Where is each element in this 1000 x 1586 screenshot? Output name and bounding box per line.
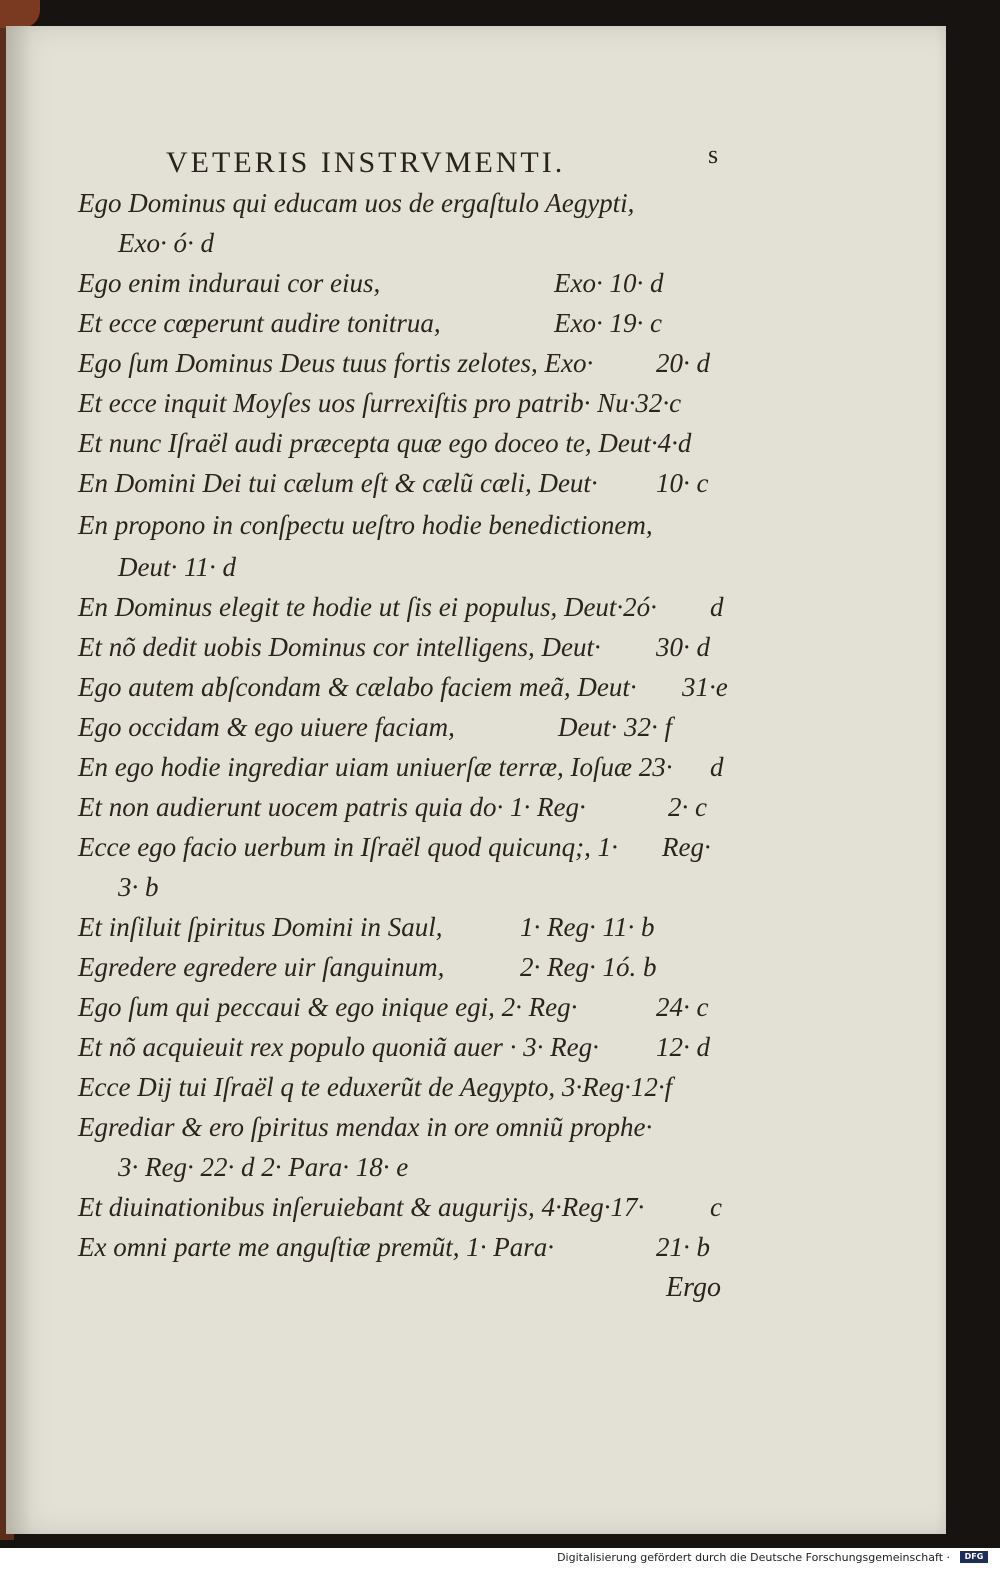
entry-line: En Dominus elegit te hodie ut ſis ei populus, Deut·2ó· d <box>78 592 724 622</box>
entry-line: 3· Reg· 22· d 2· Para· 18· e <box>118 1152 409 1182</box>
entry-line: Ecce Dij tui Iſraël q te eduxerũt de Aegypto, 3·Reg·12·f <box>78 1072 673 1102</box>
entry-line: Egredere egredere uir ſanguinum, 2· Reg· 1ó. b <box>78 952 657 982</box>
entry-line: Deut· 11· d <box>118 552 236 582</box>
entry-line: 3· b <box>118 872 159 902</box>
entry-line: Egrediar & ero ſpiritus mendax in ore omniũ prophe· <box>78 1112 653 1142</box>
entry-reference: Exo· 19· c <box>554 308 662 338</box>
entry-line: Et nunc Iſraël audi præcepta quæ ego doceo te, Deut·4·d <box>78 428 692 458</box>
catchword: Ergo <box>666 1272 721 1303</box>
entry-reference: 10· c <box>656 468 709 498</box>
book-page <box>6 26 946 1534</box>
entry-reference: 20· d <box>656 348 710 378</box>
entry-line: Ex omni parte me anguſtiæ premũt, 1· Para· 21· b <box>78 1232 710 1262</box>
entry-reference: d <box>710 592 724 622</box>
running-head: VETERIS INSTRVMENTI. <box>166 146 566 179</box>
entry-reference: 31·e <box>682 672 728 702</box>
entry-line: Et ecce inquit Moyſes uos ſurrexiſtis pro patrib· Nu·32·c <box>78 388 682 418</box>
entry-reference: Deut· 32· f <box>558 712 672 742</box>
entry-line: Ego occidam & ego uiuere faciam, Deut· 32· f <box>78 712 672 742</box>
entry-reference: 2· Reg· 1ó. b <box>520 952 657 982</box>
page-number: s <box>708 140 719 169</box>
entry-reference: 30· d <box>656 632 710 662</box>
entry-reference: 2· c <box>668 792 707 822</box>
dfg-logo: DFG <box>960 1551 988 1563</box>
entry-line: Ecce ego facio uerbum in Iſraël quod quicunq;, 1· Reg· <box>78 832 711 862</box>
entry-line: Et nõ dedit uobis Dominus cor intelligens, Deut· 30· d <box>78 632 710 662</box>
entry-line: Et non audierunt uocem patris quia do· 1· Reg· 2· c <box>78 792 707 822</box>
entry-line: Ego enim induraui cor eius, Exo· 10· d <box>78 268 664 298</box>
entry-line: Exo· ó· d <box>118 228 214 258</box>
entry-reference: Reg· <box>662 832 711 862</box>
entry-reference: 21· b <box>656 1232 710 1262</box>
entry-reference: d <box>710 752 724 782</box>
entry-line: Ego ſum qui peccaui & ego inique egi, 2· Reg· 24· c <box>78 992 709 1022</box>
index-entries <box>6 26 946 1534</box>
entry-line: En Domini Dei tui cælum eſt & cælũ cæli, Deut· 10· c <box>78 468 709 498</box>
entry-reference: 24· c <box>656 992 709 1022</box>
entry-line: Ego ſum Dominus Deus tuus fortis zelotes, Exo· 20· d <box>78 348 710 378</box>
entry-line: Ego Dominus qui educam uos de ergaſtulo Aegypti, <box>78 188 635 218</box>
entry-reference: Exo· 10· d <box>554 268 664 298</box>
entry-line: En propono in conſpectu ueſtro hodie benedictionem, <box>78 510 653 540</box>
entry-line: Et nõ acquieuit rex populo quoniã auer · 3· Reg· 12· d <box>78 1032 710 1062</box>
entry-reference: 1· Reg· 11· b <box>520 912 655 942</box>
entry-line: Et diuinationibus inſeruiebant & augurijs, 4·Reg·17· c <box>78 1192 722 1222</box>
entry-line: Et inſiluit ſpiritus Domini in Saul, 1· Reg· 11· b <box>78 912 655 942</box>
entry-reference: c <box>710 1192 722 1222</box>
entry-reference: 12· d <box>656 1032 710 1062</box>
entry-line: Et ecce cœperunt audire tonitrua, Exo· 19· c <box>78 308 662 338</box>
entry-line: Ego autem abſcondam & cælabo faciem meã, Deut· 31·e <box>78 672 728 702</box>
entry-line: En ego hodie ingrediar uiam uniuerſæ terræ, Ioſuæ 23· d <box>78 752 724 782</box>
funding-credit: Digitalisierung gefördert durch die Deutsche Forschungsgemeinschaft · <box>557 1551 950 1564</box>
